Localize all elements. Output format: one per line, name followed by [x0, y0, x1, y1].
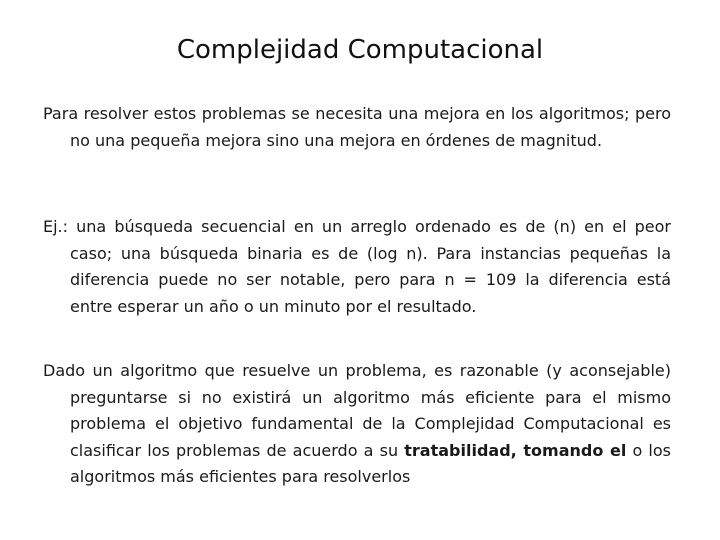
paragraph-3-text-before: Dado un algoritmo que resuelve un problema, es razonable (y aconsejable) preguntarse si no existirá un algoritmo más eficiente para el mismo problema el objetivo fundamental de la Complejidad Computacional es clasificar los problemas de acuerdo a su: [43, 361, 671, 460]
paragraph-2: [43, 214, 671, 320]
paragraph-3-bold-text: tratabilidad, tomando el: [404, 440, 627, 460]
paragraph-1-text: Para resolver estos problemas se necesita una mejora en los algoritmos; pero no una pequeña mejora sino una mejora en órdenes de magnitud.: [43, 104, 671, 150]
paragraph-2-text: Ej.: una búsqueda secuencial en un arreglo ordenado es de (n) en el peor caso; una búsqueda binaria es de (log n). Para instancias pequeñas la diferencia puede no ser notable, pero para n = 109 la diferencia está entre esperar un año o un minuto por el resultado.: [43, 217, 671, 316]
paragraph-3: [43, 358, 671, 491]
paragraph-1: [43, 101, 671, 154]
slide-title: Complejidad Computacional: [176, 35, 544, 65]
paragraph-3-text-after: o los algoritmos más eficientes para resolverlos: [70, 440, 671, 486]
